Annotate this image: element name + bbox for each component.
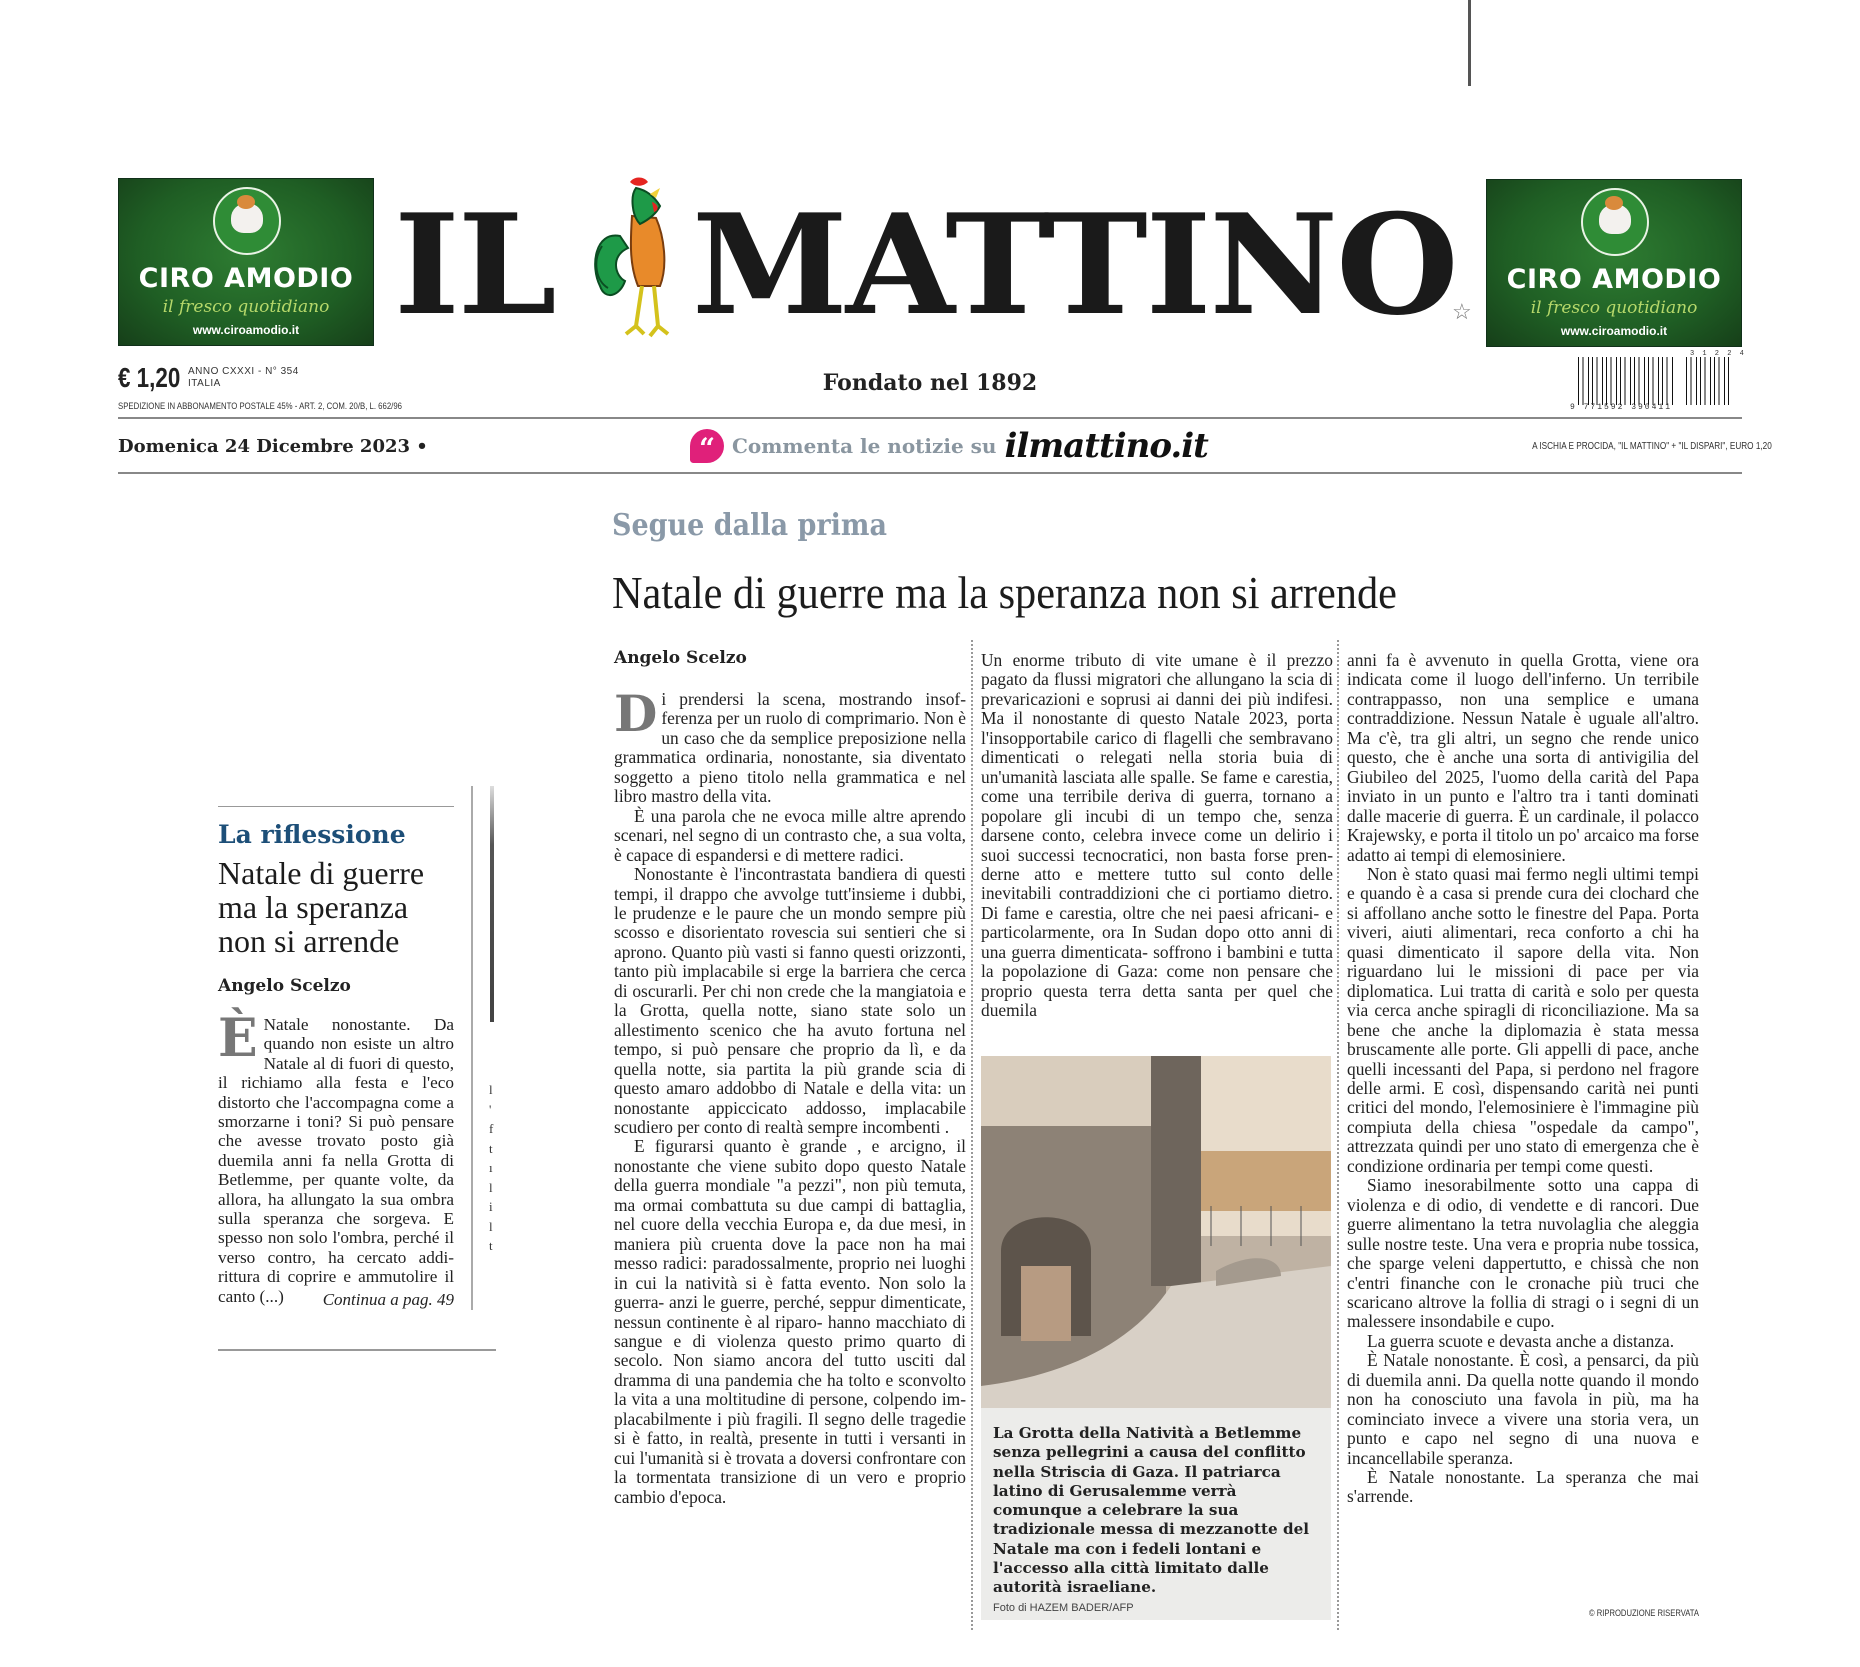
paragraph: Nonostante è l'incontrastata bandiera di questi tempi, il drappo che avvolge tutt'insieme i dubbi, le prudenze e le paure che un mondo sempre più scosso e disorientato rovescia sui sentieri che si aprono. Quanto più vasti si fanno questi orizzonti, tanto più implacabile si erge la barriera che cerca di oscurarli. Per chi non crede che la mangiatoia e la Grotta, quella notte, siano state solo un allestimento scenico che ha avuto fortuna nel tempo, si può pensare che proprio da lì, e da quella notte, sia partita la più grande scia di questo amaro addobbo di Natale e della vita: un nonostante appiccicato addosso, implacabile scudiero per conto di realtà sempre incombenti . [614,864,966,1137]
ad-brand: CIRO AMODIO [138,263,354,294]
ad-brand: CIRO AMODIO [1506,264,1722,295]
sidebar-text: Natale nonostante. Da quando non esiste un altro Natale al di fuori di questo, il richiamo alla festa e l'eco distorto che l'accompagna come a smorzarne i toni? Si può pensare che avesse trovato posto già duemila anni fa nella Grotta di Betlemme, per quante volte, da allora, ha allungato la sua ombra sulla speranza che sorgeva. E spesso non solo l'ombra, perché il verso contro, ha cercato addirittura di coprire e ammutolire il canto (...) [218,1015,454,1306]
barcode-bar [1691,357,1692,405]
barcode-bar [1724,357,1725,405]
adjacent-text-edge: l ' f t ı l i l t [489,1082,494,1253]
ad-url[interactable]: www.ciroamodio.it [192,323,300,337]
paragraph: È Natale nonostante. È così, a pensarci, da più di duemila anni. Da quella notte quando il mondo non ha conosciuto una favola in più, ma ha cominciato invece a vivere una storia vera, un punto e capo nel segno di una nuova e incancellabile speranza. [1347,1350,1699,1468]
comment-text: Commenta le notizie su [732,434,997,458]
ad-tagline: il fresco quotidiano [1530,298,1698,318]
paragraph: Siamo inesorabilmente sotto una cappa di violenza e di odio, di vendette e di rancori. Due guerre alimentano la tetra nuvolaglia che aleggia sulle nostre teste. Una vera e propria nube tossica, che sparge veleni dappertutto, e chissà che non c'entri finanche con le cronache più truci che scaricano altrove la follia di stragi o i segni di un malessere insondabile e cupo. [1347,1175,1699,1332]
comment-banner[interactable] [690,422,1208,470]
paragraph [614,684,966,807]
postal-note: SPEDIZIONE IN ABBONAMENTO POSTALE 45% - ART. 2, COM. 20/B, L. 662/96 [118,401,403,412]
ad-url[interactable]: www.ciroamodio.it [1560,324,1668,338]
sidebar-body [218,1008,454,1306]
article-column-3 [1347,651,1699,1507]
masthead-logo [390,183,1470,346]
barcode-bar [1705,357,1706,405]
article-headline: Natale di guerre ma la speranza non si arrende [612,567,1397,618]
article-dropcap: D [614,684,658,743]
price: € 1,20 [118,362,181,393]
continue-link[interactable]: Continua a pag. 49 [322,1290,454,1309]
paragraph: È Natale nonostante. La speranza che mai s'arrende. [1347,1467,1699,1507]
section-kicker: Segue dalla prima [612,508,887,543]
quote-bubble-icon: “ [690,429,724,463]
barcode-bar [1686,357,1687,405]
barcode-bar [1728,357,1729,405]
barcode-bar [1611,357,1612,405]
barcode-bar [1648,357,1649,405]
barcode-bar [1588,357,1589,405]
barcode-addon [1686,357,1732,405]
barcode [1578,357,1674,405]
column-divider [971,640,973,1630]
masthead-mattino: MATTINO [692,183,1457,346]
paragraph: La guerra scuote e devasta anche a distanza. [1367,1330,1675,1351]
barcode-bar [1592,357,1593,405]
sidebar-dropcap: È [218,1008,258,1069]
page-edge-line [1468,0,1471,86]
barcode-bar [1620,357,1621,405]
star-icon: ☆ [1452,300,1472,325]
article-column-1 [614,684,966,1507]
header-rule-top [118,417,1742,419]
barcode-bar [1616,357,1617,405]
sidebar-bottom-rule [218,1349,496,1351]
barcode-bar [1700,357,1701,405]
barcode-bar [1662,357,1663,405]
barcode-bar [1606,357,1607,405]
ad-seal-logo [1581,188,1649,256]
barcode-bar [1634,357,1635,405]
article-author: Angelo Scelzo [614,648,747,668]
barcode-bar [1639,357,1640,405]
barcode-bar [1644,357,1645,405]
barcode-number: 9 771592 390411 [1570,403,1673,412]
barcode-bar [1710,357,1711,405]
issue-date: Domenica 24 Dicembre 2023 • [118,436,428,457]
country-label: ITALIA [188,378,221,389]
paragraph: Non è stato quasi mai fermo negli ultimi tempi e quando è a casa si prende cura dei clochard che si affollano anche sotto le finestre del Papa. Porta viveri, aiuti alimentari, reca conforto a chi ha quasi dimenticato il sapore della vita. Non riguardano lui le missioni di pace per via diplomatica. Lui tratta di carità e solo per questa via cerca anche spiragli di riconciliazione. Ma sa bene che anche la diplomazia è stata messa bruscamente alle porte. Gli appelli di pace, anche quelli incessanti del Papa, si perdono nel fragore delle armi. E così, dispensando carità nei punti critici del mondo, l'elemosiniere è l'immagine più compiuta della chiesa "ospedale da campo", attrezzata quindi per uno stato di emergenza che è condizione ordinaria per tempi come questi. [1347,863,1699,1176]
masthead-il: IL [394,183,555,346]
barcode-bar [1672,357,1673,405]
barcode-bar [1696,357,1697,405]
barcode-addon-number: 3 1 2 2 4 [1690,350,1746,358]
barcode-bar [1630,357,1631,405]
barcode-bar [1625,357,1626,405]
paragraph: E figurarsi quanto è grande , e arcigno, il nonostante che viene subito dopo questo Natale della guerra mondiale "a pezzi", non più temuta, ma ormai combattuta su due campi di battaglia, nel cuore della vecchia Europa e, da due mesi, in maniera più cruenta dove la pace non ha mai messo radici: paradossalmente, proprio nei luoghi in cui la natività si è fatta evento. Non solo la guerra- anzi le guerre, perché, seppur dimenticate, nessun continente è al riparo- hanno macchiato di sangue e di violenza questo primo quarto di secolo. Non siamo ancora del tutto usciti dal dramma di una pandemia che ha tolto e sconvolto la vita a una moltitudine di persone, colpendo implacabilmente i più fragili. Il segno delle tragedie si è fatto, in realtà, presente in tutti i versanti in cui l'umanità si è trovata a doversi confrontare con la tormentata transizione di un vero e proprio cambio d'epoca. [614,1136,966,1507]
rooster-icon [590,176,685,342]
regional-price-note: A ISCHIA E PROCIDA, "IL MATTINO" + "IL DISPARI", EURO 1,20 [1532,441,1772,452]
column-divider [1337,640,1339,1630]
ad-ciro-amodio-right[interactable] [1486,179,1742,347]
sidebar-title: Natale di guerre ma la speranza non si arrende [218,855,425,959]
anno-label: ANNO CXXXI - N° 354 [188,366,299,377]
barcode-bar [1653,357,1654,405]
sidebar-divider [471,786,473,1310]
ad-ciro-amodio-left[interactable] [118,178,374,346]
nativity-grotto-photo[interactable] [981,1056,1331,1408]
paragraph: Un enorme tributo di vite umane è il prezzo pagato da flussi migratori che allungano la scia di prevaricazioni e soprusi ai danni dei più indifesi. Ma il nonostante di questo Natale 2023, porta l'insopportabile carico di flagelli che sembravano dimenticati o relegati nella storia buia di un'umanità lasciata alle spalle. Se fame e carestia, come una terribile deriva di guerra, tornano a popolare gli incubi di un tempo che, senza darsene conto, celebra invece come un delirio i suoi successi tecnocratici, non basta forse prenderne atto e mettere tutto sul conto delle inevitabili contraddizioni che ci portiamo dietro. Di fame e carestia, oltre che nei paesi africani- e particolarmente, ora In Sudan dopo otto anni di una guerra dimenticata- soffrono i bambini e tutta la popolazione di Gaza: come non pensare che proprio questa terra detta santa per quel che duemila [981,650,1333,1021]
photo-credit: Foto di HAZEM BADER/AFP [993,1602,1134,1614]
ad-seal-logo [213,187,281,255]
barcode-bar [1719,357,1720,405]
sidebar-rule [218,806,454,807]
site-link[interactable]: ilmattino.it [1004,426,1208,466]
founded-line: Fondato nel 1892 [822,370,1038,396]
paragraph-text: i prendersi la scena, mostrando insofferenza per un ruolo di comprimario. Non è un caso che da semplice preposizione nella grammatica ordinaria, nonostante, sia diventato soggetto a pieno titolo nella grammatica e nel libro mastro della vita. [614,689,966,807]
sidebar-kicker: La riflessione [218,820,406,849]
barcode-bar [1578,357,1579,405]
barcode-bar [1583,357,1584,405]
barcode-bar [1714,357,1715,405]
adjacent-image-edge [490,786,494,1022]
ad-tagline: il fresco quotidiano [162,297,330,317]
paragraph: È una parola che ne evoca mille altre aprendo scenari, nel segno di un contrasto che, a sua volta, è capace di espandersi e di mettere radici. [614,805,966,865]
paragraph: anni fa è avvenuto in quella Grotta, viene ora indicata come il luogo dell'inferno. Un terribile contrappasso, non una semplice e umana contraddizione. Nessun Natale è uguale all'altro. Ma c'è, tra gli altri, un segno che rende unico questo, che è anche una sorta di antivigilia del Giubileo del 2025, l'uomo della carità del Papa inviato in un punto e l'altro tra i tanti dominati dalle macerie di guerra. È un cardinale, il polacco Krajewsky, e porta il titolo un po' arcaico ma forse adatto ai tempi di elemosiniere. [1347,650,1699,865]
header-rule-bottom [118,472,1742,474]
barcode-bar [1602,357,1603,405]
copyright-note: © RIPRODUZIONE RISERVATA [1588,1608,1699,1618]
barcode-bar [1667,357,1668,405]
sidebar-author: Angelo Scelzo [218,976,351,996]
article-column-2 [981,651,1333,1021]
photo-caption: La Grotta della Natività a Betlemme senza pellegrini a causa del conflitto nella Striscia di Gaza. Il patriarca latino di Gerusalemme verrà comunque a celebrare la sua tradizionale messa di mezzanotte del Natale ma con i fedeli lontani e l'accesso alla città limitato dalle autorità israeliane. [993,1424,1310,1597]
barcode-bar [1658,357,1659,405]
barcode-bar [1597,357,1598,405]
